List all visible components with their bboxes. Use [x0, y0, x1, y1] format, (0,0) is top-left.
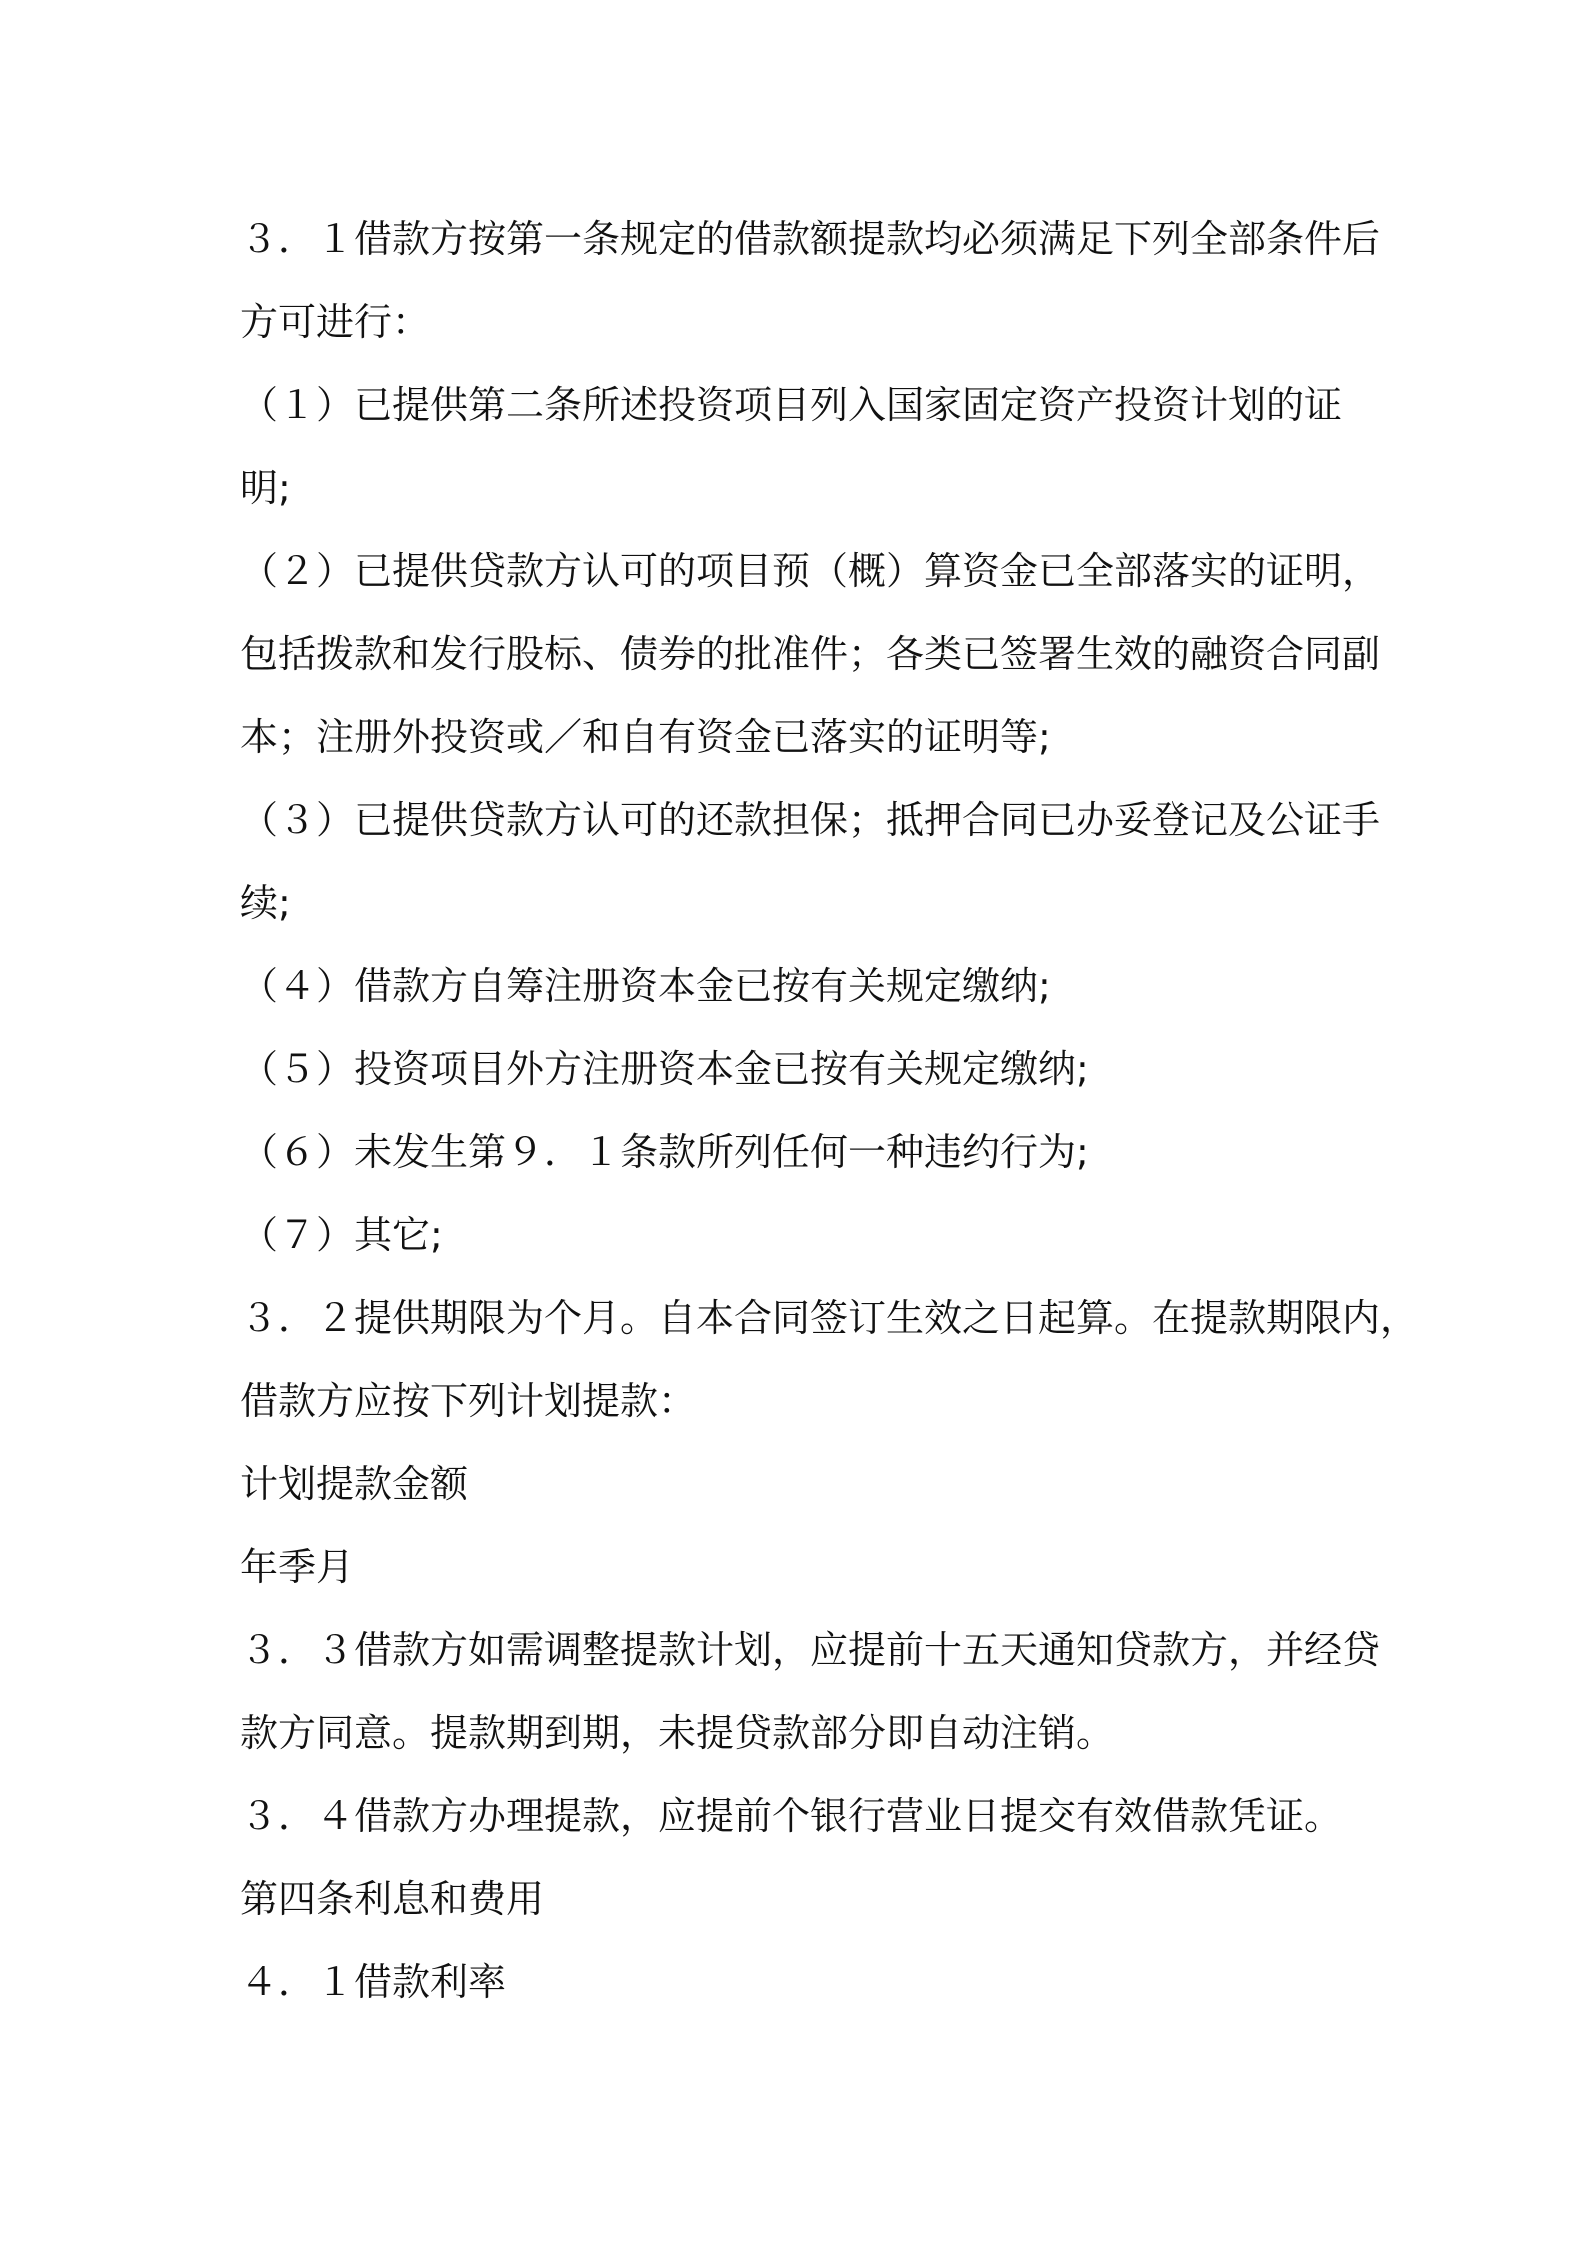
text-line: 借款方应按下列计划提款： [240, 1379, 697, 1423]
text-line: 计划提款金额 [240, 1462, 469, 1506]
text-line: （３）已提供贷款方认可的还款担保；抵押合同已办妥登记及公证手 [240, 798, 1381, 842]
text-line: 年季月 [240, 1545, 355, 1589]
text-line: 续; [240, 881, 291, 925]
text-line: （４）借款方自筹注册资本金已按有关规定缴纳; [240, 964, 1051, 1008]
text-line: （１）已提供第二条所述投资项目列入国家固定资产投资计划的证 [240, 383, 1343, 427]
text-line: 本；注册外投资或／和自有资金已落实的证明等; [240, 715, 1051, 759]
text-line: ４．１借款利率 [240, 1960, 507, 2004]
text-line: 方可进行： [240, 300, 431, 344]
text-line: 明; [240, 466, 291, 510]
text-line: ３．１借款方按第一条规定的借款额提款均必须满足下列全部条件后 [240, 217, 1381, 261]
text-line: ３．３借款方如需调整提款计划，应提前十五天通知贷款方，并经贷 [240, 1628, 1381, 1672]
text-line: （５）投资项目外方注册资本金已按有关规定缴纳; [240, 1047, 1089, 1091]
text-line: 包括拨款和发行股标、债券的批准件；各类已签署生效的融资合同副 [240, 632, 1381, 676]
text-line: 款方同意。提款期到期，未提贷款部分即自动注销。 [240, 1711, 1115, 1755]
text-line: 第四条利息和费用 [240, 1877, 545, 1921]
text-line: （７）其它; [240, 1213, 443, 1257]
text-line: ３．４借款方办理提款，应提前个银行营业日提交有效借款凭证。 [240, 1794, 1343, 1838]
document-body [240, 198, 1419, 2024]
text-line: ３．２提供期限为个月。自本合同签订生效之日起算。在提款期限内， [240, 1296, 1419, 1340]
text-line: （２）已提供贷款方认可的项目预（概）算资金已全部落实的证明， [240, 549, 1381, 593]
text-line: （６）未发生第９．１条款所列任何一种违约行为; [240, 1130, 1089, 1174]
